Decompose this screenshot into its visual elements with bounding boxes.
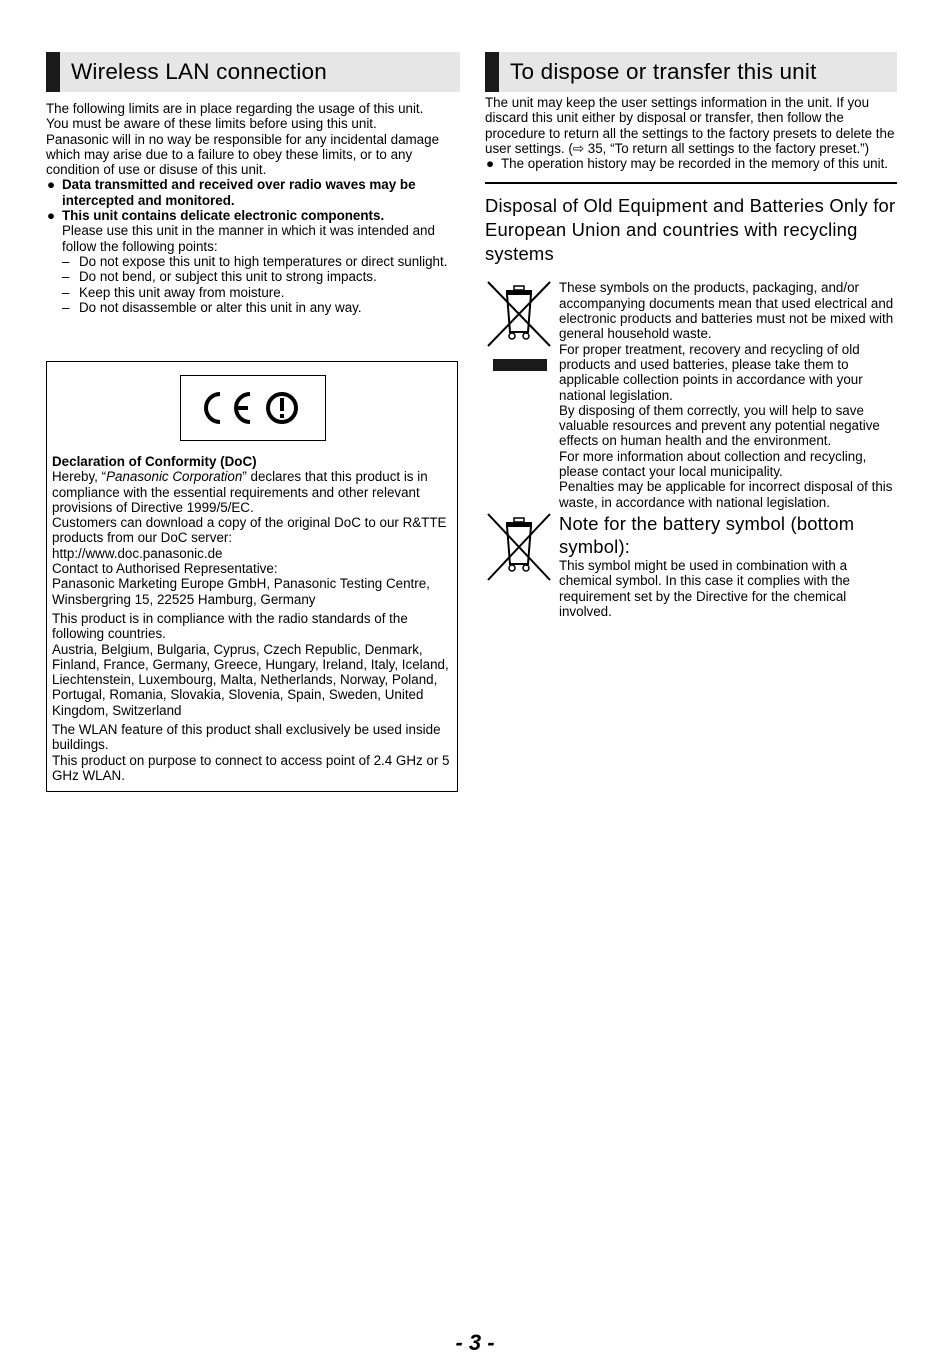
list-item <box>46 285 460 300</box>
crossed-bin-icon <box>486 280 552 380</box>
dash-text: Do not expose this unit to high temperatures or direct sunlight. <box>79 253 448 269</box>
wireless-lan-section <box>46 52 460 315</box>
declaration-of-conformity-box <box>46 361 458 792</box>
disposal-para: For more information about collection and recycling, please contact your local municipality. <box>559 448 867 480</box>
dash-icon: – <box>62 299 70 315</box>
dash-text: Do not bend, or subject this unit to strong impacts. <box>79 269 377 285</box>
battery-text-block <box>559 512 897 619</box>
doc-wlan-indoor: The WLAN feature of this product shall exclusively be used inside buildings. <box>52 722 441 753</box>
hereby-pre: Hereby, “ <box>52 469 107 485</box>
disposal-para: Penalties may be applicable for incorrect disposal of this waste, in accordance with national legislation. <box>559 479 893 510</box>
ce-mark-icon <box>198 386 308 430</box>
bullet-icon: ● <box>486 156 495 172</box>
page-number: - 3 - <box>455 1330 495 1355</box>
disposal-para: These symbols on the products, packaging, and/or accompanying documents mean that used electrical and electronic products and batteries must not be mixed with general household waste. <box>559 280 894 342</box>
list-item <box>46 300 460 315</box>
doc-hereby <box>52 469 452 515</box>
list-item <box>46 177 460 208</box>
doc-wlan-band: This product on purpose to connect to access point of 2.4 GHz or 5 GHz WLAN. <box>52 752 450 783</box>
doc-url: http://www.doc.panasonic.de <box>52 545 223 561</box>
bullet-text: This unit contains delicate electronic components. <box>62 208 385 224</box>
intro-line-1: The following limits are in place regarding the usage of this unit. <box>46 101 424 116</box>
crossed-bin-icon <box>486 512 552 584</box>
list-item <box>46 254 460 269</box>
divider <box>485 182 897 184</box>
dash-icon: – <box>62 269 70 285</box>
intro-line-3: Panasonic will in no way be responsible for any incidental damage which may arise due to a failure to obey these limits, or to any condition of use or disuse of this unit. <box>46 131 440 178</box>
dash-icon: – <box>62 253 70 269</box>
wireless-lan-heading-bar <box>46 52 460 92</box>
dispose-intro: The unit may keep the user settings information in the unit. If you discard this unit either by disposal or transfer, then follow the procedure to return all the settings to the factory presets to delete the user settings. (⇨ 35, “To return all settings to the factory preset.”) <box>485 95 895 156</box>
dispose-heading: To dispose or transfer this unit <box>510 59 817 85</box>
bullet-text: The operation history may be recorded in the memory of this unit. <box>501 156 889 172</box>
disposal-block <box>485 280 897 509</box>
hereby-post: ” declares that this product is in compliance with the essential requirements and other relevant provisions of Directive 1999/5/EC. <box>52 469 428 515</box>
disposal-text <box>559 280 897 509</box>
doc-title: Declaration of Conformity (DoC) <box>52 454 257 469</box>
company-name: Panasonic Corporation <box>106 469 243 485</box>
heading-marker <box>46 52 60 92</box>
bullet-icon: ● <box>47 208 56 224</box>
heading-marker <box>485 52 499 92</box>
bullet-subtext: Please use this unit in the manner in which it was intended and follow the following points: <box>62 223 435 254</box>
doc-compliance: This product is in compliance with the radio standards of the following countries. <box>52 610 408 642</box>
list-item <box>485 156 897 171</box>
doc-countries: Austria, Belgium, Bulgaria, Cyprus, Czech Republic, Denmark, Finland, France, Germany, Greece, Hungary, Ireland, Italy, Iceland, Liechtenstein, Luxembourg, Malta, Netherlands, Norway, Poland, Portugal, Romania, Slovakia, Slovenia, Spain, Sweden, United Kingdom, Switzerland <box>52 641 449 718</box>
doc-download: Customers can download a copy of the original DoC to our R&TTE products from our DoC server: <box>52 515 447 546</box>
dispose-section <box>485 52 897 619</box>
list-item <box>46 269 460 284</box>
wireless-lan-heading: Wireless LAN connection <box>71 59 327 85</box>
bullet-icon: ● <box>47 177 56 193</box>
battery-heading: Note for the battery symbol (bottom symbol): <box>559 512 855 557</box>
list-item <box>46 208 460 254</box>
disposal-heading: Disposal of Old Equipment and Batteries Only for European Union and countries with recycling systems <box>485 195 896 265</box>
dispose-heading-bar <box>485 52 897 92</box>
doc-text <box>52 454 452 783</box>
dash-text: Keep this unit away from moisture. <box>79 284 285 300</box>
disposal-para: For proper treatment, recovery and recycling of old products and used batteries, please take them to applicable collection points in accordance with your national legislation. <box>559 341 863 403</box>
ce-mark-box <box>180 375 326 441</box>
disposal-para: By disposing of them correctly, you will help to save valuable resources and prevent any potential negative effects on human health and the environment. <box>559 402 880 449</box>
wireless-lan-intro <box>46 101 460 177</box>
battery-text: This symbol might be used in combination with a chemical symbol. In this case it complies with the requirement set by the Directive for the chemical involved. <box>559 557 850 619</box>
dash-icon: – <box>62 284 70 300</box>
doc-contact-label: Contact to Authorised Representative: <box>52 561 278 577</box>
battery-block <box>485 512 897 619</box>
intro-line-2: You must be aware of these limits before using this unit. <box>46 116 377 132</box>
bullet-text: Data transmitted and received over radio waves may be intercepted and monitored. <box>62 177 416 208</box>
doc-contact: Panasonic Marketing Europe GmbH, Panasonic Testing Centre, Winsbergring 15, 22525 Hamburg, Germany <box>52 576 430 607</box>
dash-text: Do not disassemble or alter this unit in any way. <box>79 299 362 315</box>
